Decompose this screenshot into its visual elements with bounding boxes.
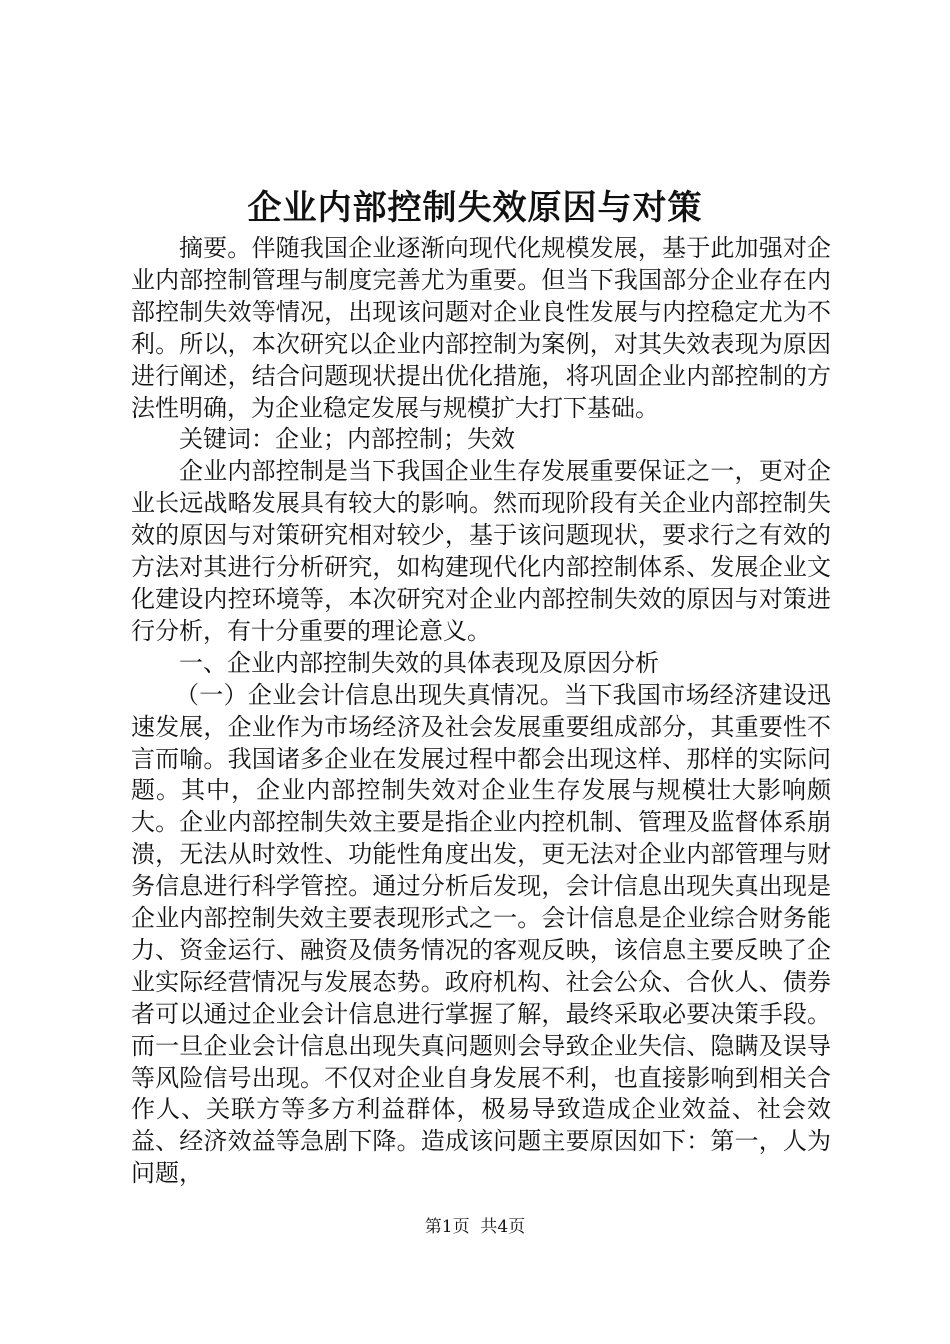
document-body: [131, 233, 831, 1190]
page-footer: [0, 1215, 950, 1239]
document-title: 企业内部控制失效原因与对策: [247, 188, 703, 228]
page-number: 第1页: [424, 1217, 470, 1237]
keywords-paragraph: 关键词：企业；内部控制；失效: [179, 425, 515, 454]
page-total: 共4页: [480, 1217, 526, 1237]
section-heading: 一、企业内部控制失效的具体表现及原因分析: [179, 648, 659, 677]
subsection-paragraph: （一）企业会计信息出现失真情况。当下我国市场经济建设迅速发展，企业作为市场经济及社会发展重要组成部分，其重要性不言而喻。我国诸多企业在发展过程中都会出现这样、那样的实际问题。其中，企业内部控制失效对企业生存发展与规模壮大影响颇大。企业内部控制失效主要是指企业内控机制、管理及监督体系崩溃，无法从时效性、功能性角度出发，更无法对企业内部管理与财务信息进行科学管控。通过分析后发现，会计信息出现失真出现是企业内部控制失效主要表现形式之一。会计信息是企业综合财务能力、资金运行、融资及债务情况的客观反映，该信息主要反映了企业实际经营情况与发展态势。政府机构、社会公众、合伙人、债券者可以通过企业会计信息进行掌握了解，最终采取必要决策手段。而一旦企业会计信息出现失真问题则会导致企业失信、隐瞒及误导等风险信号出现。不仅对企业自身发展不利，也直接影响到相关合作人、关联方等多方利益群体，极易导致造成企业效益、社会效益、经济效益等急剧下降。造成该问题主要原因如下：第一，人为问题，: [131, 680, 831, 1188]
abstract-paragraph: 摘要。伴随我国企业逐渐向现代化规模发展，基于此加强对企业内部控制管理与制度完善尤为重要。但当下我国部分企业存在内部控制失效等情况，出现该问题对企业良性发展与内控稳定尤为不利。所以，本次研究以企业内部控制为案例，对其失效表现为原因进行阐述，结合问题现状提出优化措施，将巩固企业内部控制的方法性明确，为企业稳定发展与规模扩大打下基础。: [131, 234, 831, 422]
intro-paragraph: 企业内部控制是当下我国企业生存发展重要保证之一，更对企业长远战略发展具有较大的影响。然而现阶段有关企业内部控制失效的原因与对策研究相对较少，基于该问题现状，要求行之有效的方法对其进行分析研究，如构建现代化内部控制体系、发展企业文化建设内控环境等，本次研究对企业内部控制失效的原因与对策进行分析，有十分重要的理论意义。: [131, 457, 831, 645]
